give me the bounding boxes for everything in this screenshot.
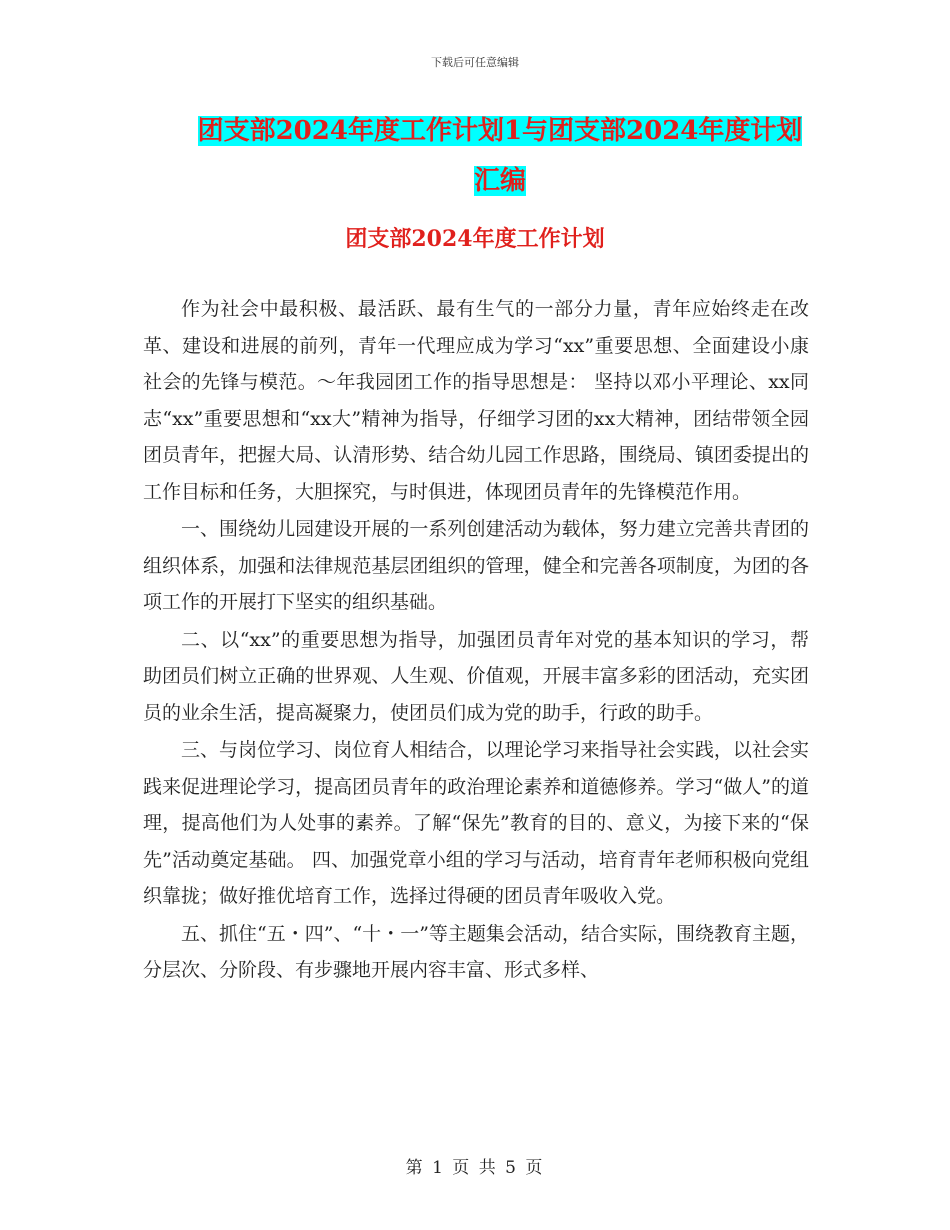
paragraph-3: 三、与岗位学习、岗位育人相结合，以理论学习来指导社会实践，以社会实践来促进理论学习，提高团员青年的政治理论素养和道德修养。学习“做人”的道理，提高他们为人处事的素养。了解“保先”教育的目的、意义，为接下来的“保先”活动奠定基础。 四、加强党章小组的学习与活动，培育青年老师积极向党组织靠拢；做好推优培育工作，选择过得硬的团员青年吸收入党。	[143, 739, 809, 907]
document-title	[150, 106, 850, 206]
page-footer: 第 1 页 共 5 页	[405, 1158, 545, 1178]
paragraph-2: 二、以“xx”的重要思想为指导，加强团员青年对党的基本知识的学习，帮助团员们树立正确的世界观、人生观、价值观，开展丰富多彩的团活动，充实团员的业余生活，提高凝聚力，使团员们成为党的助手，行政的助手。	[143, 628, 809, 724]
paragraph-5: 五、抓住“五・四”、“十・一”等主题集会活动，结合实际，围绕教育主题，分层次、分阶段、有步骤地开展内容丰富、形式多样、	[143, 922, 809, 981]
title-line-1: 团支部2024年度工作计划1与团支部2024年度计划	[197, 116, 803, 146]
document-body	[143, 291, 809, 989]
header-note: 下载后可任意编辑	[431, 56, 519, 69]
paragraph-intro: 作为社会中最积极、最活跃、最有生气的一部分力量，青年应始终走在改革、建设和进展的前列，青年一代理应成为学习“xx”重要思想、全面建设小康社会的先锋与模范。～年我园团工作的指导思想是： 坚持以邓小平理论、xx同志“xx”重要思想和“xx大”精神为指导，仔细学习团的xx大精神，团结带领全园团员青年，把握大局、认清形势、结合幼儿园工作思路，围绕局、镇团委提出的工作目标和任务，大胆探究，与时俱进，体现团员青年的先锋模范作用。	[143, 298, 809, 503]
section-title: 团支部2024年度工作计划	[345, 226, 605, 252]
paragraph-1: 一、围绕幼儿园建设开展的一系列创建活动为载体，努力建立完善共青团的组织体系，加强和法律规范基层团组织的管理，健全和完善各项制度，为团的各项工作的开展打下坚实的组织基础。	[143, 518, 809, 613]
title-line-2: 汇编	[473, 166, 526, 196]
